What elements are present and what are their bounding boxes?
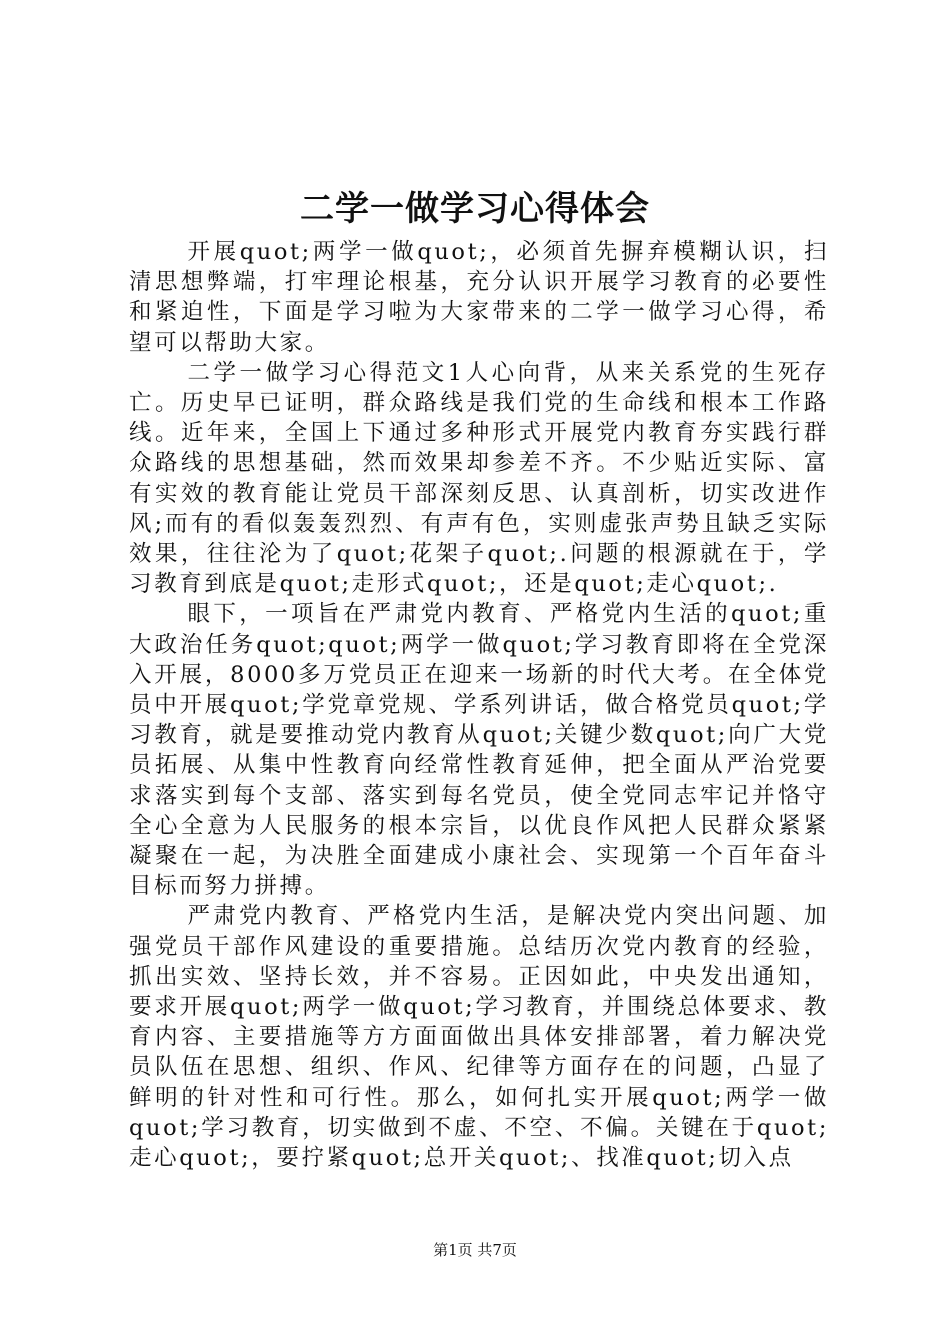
paragraph: 开展quot;两学一做quot;，必须首先摒弃模糊认识，扫清思想弊端，打牢理论根基，充分认识开展学习教育的必要性和紧迫性，下面是学习啦为大家带来的二学一做学习心得，希望可以帮助大家。 bbox=[129, 239, 829, 356]
paragraph: 眼下，一项旨在严肃党内教育、严格党内生活的quot;重大政治任务quot;quot;两学一做quot;学习教育即将在全党深入开展，8000多万党员正在迎来一场新的时代大考。在全体党员中开展quot;学党章党规、学系列讲话，做合格党员quot;学习教育，就是要推动党内教育从quot;关键少数quot;向广大党员拓展、从集中性教育向经常性教育延伸，把全面从严治党要求落实到每个支部、落实到每名党员，使全党同志牢记并恪守全心全意为人民服务的根本宗旨，以优良作风把人民群众紧紧凝聚在一起，为决胜全面建成小康社会、实现第一个百年奋斗目标而努力拼搏。 bbox=[129, 601, 829, 900]
document-title: 二学一做学习心得体会 bbox=[300, 189, 650, 229]
page-footer: 第1页 共7页 bbox=[433, 1241, 517, 1259]
document-body bbox=[129, 237, 829, 1173]
paragraph: 严肃党内教育、严格党内生活，是解决党内突出问题、加强党员干部作风建设的重要措施。总结历次党内教育的经验，抓出实效、坚持长效，并不容易。正因如此，中央发出通知，要求开展quot;两学一做quot;学习教育，并围绕总体要求、教育内容、主要措施等方方面面做出具体安排部署，着力解决党员队伍在思想、组织、作风、纪律等方面存在的问题，凸显了鲜明的针对性和可行性。那么，如何扎实开展quot;两学一做quot;学习教育，切实做到不虚、不空、不偏。关键在于quot;走心quot;，要拧紧quot;总开关quot;、找准quot;切入点 bbox=[129, 903, 829, 1172]
paragraph: 二学一做学习心得范文1人心向背，从来关系党的生死存亡。历史早已证明，群众路线是我们党的生命线和根本工作路线。近年来，全国上下通过多种形式开展党内教育夯实践行群众路线的思想基础，然而效果却参差不齐。不少贴近实际、富有实效的教育能让党员干部深刻反思、认真剖析，切实改进作风;而有的看似轰轰烈烈、有声有色，实则虚张声势且缺乏实际效果，往往沦为了quot;花架子quot;.问题的根源就在于，学习教育到底是quot;走形式quot;，还是quot;走心quot;. bbox=[129, 359, 829, 598]
